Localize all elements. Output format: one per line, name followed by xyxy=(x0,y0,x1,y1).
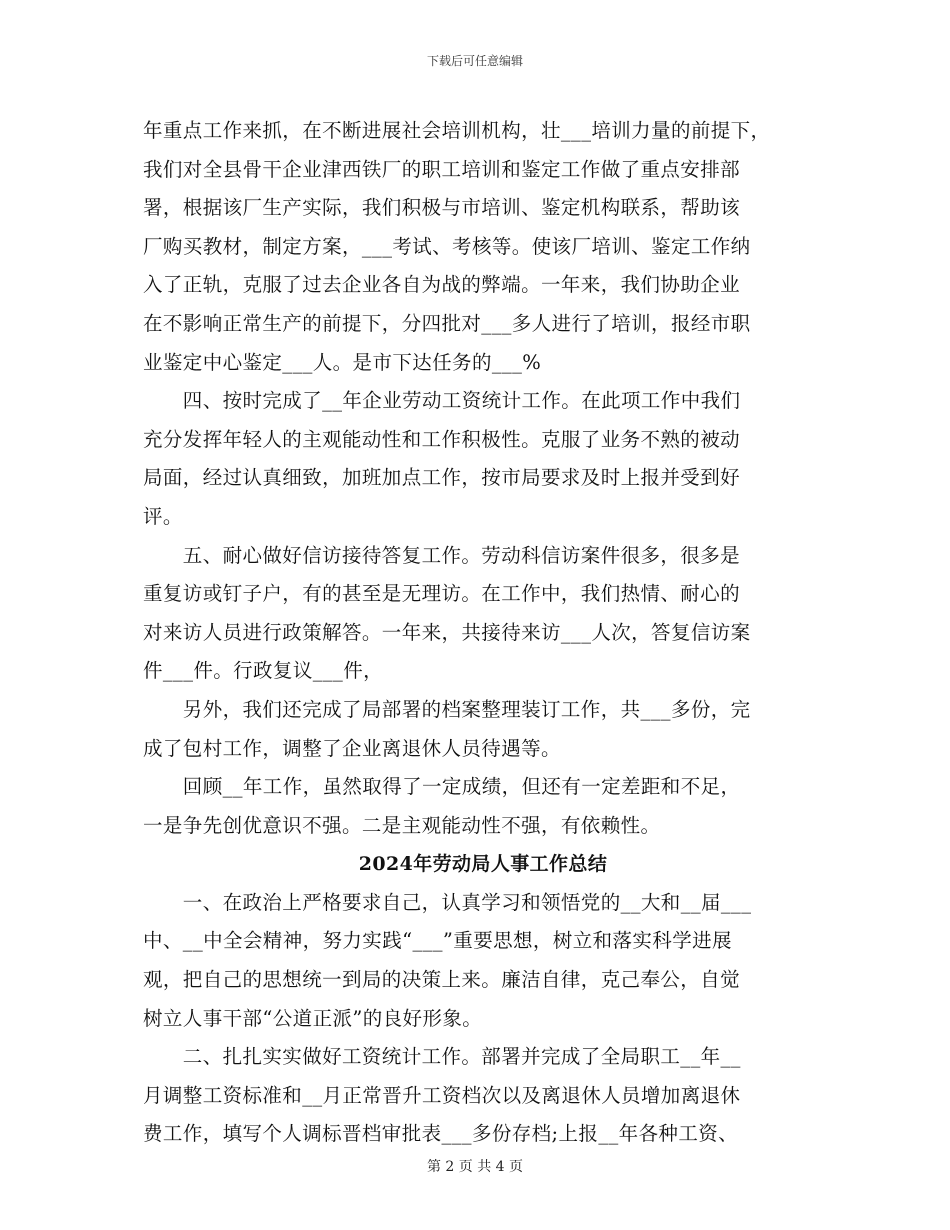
text-line: 另外，我们还完成了局部署的档案整理装订工作，共___多份，完 xyxy=(143,697,751,721)
text-line: 一、在政治上严格要求自己，认真学习和领悟党的__大和__届___ xyxy=(143,890,752,914)
text-line: 中、__中全会精神，努力实践“___”重要思想，树立和落实科学进展 xyxy=(143,929,732,953)
text-line: 四、按时完成了__年企业劳动工资统计工作。在此项工作中我们 xyxy=(143,389,741,413)
text-line: 五、耐心做好信访接待答复工作。劳动科信访案件很多，很多是 xyxy=(143,543,741,567)
text-line: 入了正轨，克服了过去企业各自为战的弊端。一年来，我们协助企业 xyxy=(143,273,741,297)
page-header: 下载后可任意编辑 xyxy=(426,54,523,68)
text-line: 树立人事干部“公道正派”的良好形象。 xyxy=(143,1006,483,1030)
document-body xyxy=(143,112,823,1154)
text-line: 业鉴定中心鉴定___人。是市下达任务的___% xyxy=(143,350,542,374)
text-line: 重复访或钉子户，有的甚至是无理访。在工作中，我们热情、耐心的 xyxy=(143,582,741,606)
text-line: 厂购买教材，制定方案，___考试、考核等。使该厂培训、鉴定工作纳 xyxy=(143,234,751,258)
text-line: 观，把自己的思想统一到局的决策上来。廉洁自律，克己奉公，自觉 xyxy=(143,968,741,992)
text-line: 费工作，填写个人调标晋档审批表___多份存档;上报__年各种工资、 xyxy=(143,1122,739,1146)
text-line: 月调整工资标准和__月正常晋升工资档次以及离退休人员增加离退休 xyxy=(143,1083,741,1107)
text-line: 署，根据该厂生产实际，我们积极与市培训、鉴定机构联系，帮助该 xyxy=(143,196,741,220)
text-line: 在不影响正常生产的前提下，分四批对___多人进行了培训，报经市职 xyxy=(143,311,751,335)
text-line: 充分发挥年轻人的主观能动性和工作积极性。克服了业务不熟的被动 xyxy=(143,427,741,451)
text-line: 二、扎扎实实做好工资统计工作。部署并完成了全局职工__年__ xyxy=(143,1045,741,1069)
text-line: 局面，经过认真细致，加班加点工作，按市局要求及时上报并受到好 xyxy=(143,466,741,490)
page-footer: 第 2 页 共 4 页 xyxy=(426,1159,524,1175)
text-line: 评。 xyxy=(143,504,183,528)
text-line: 件___件。行政复议___件， xyxy=(143,659,384,683)
section-title: 2024年劳动局人事工作总结 xyxy=(358,853,608,876)
text-line: 年重点工作来抓，在不断进展社会培训机构，壮___培训力量的前提下， xyxy=(143,119,771,142)
text-line: 回顾__年工作，虽然取得了一定成绩，但还有一定差距和不足， xyxy=(143,775,741,799)
text-line: 一是争先创优意识不强。二是主观能动性不强，有依赖性。 xyxy=(143,813,661,837)
text-line: 成了包村工作，调整了企业离退休人员待遇等。 xyxy=(143,736,561,760)
text-line: 对来访人员进行政策解答。一年来，共接待来访___人次，答复信访案 xyxy=(143,620,751,644)
text-line: 我们对全县骨干企业津西铁厂的职工培训和鉴定工作做了重点安排部 xyxy=(143,157,741,181)
